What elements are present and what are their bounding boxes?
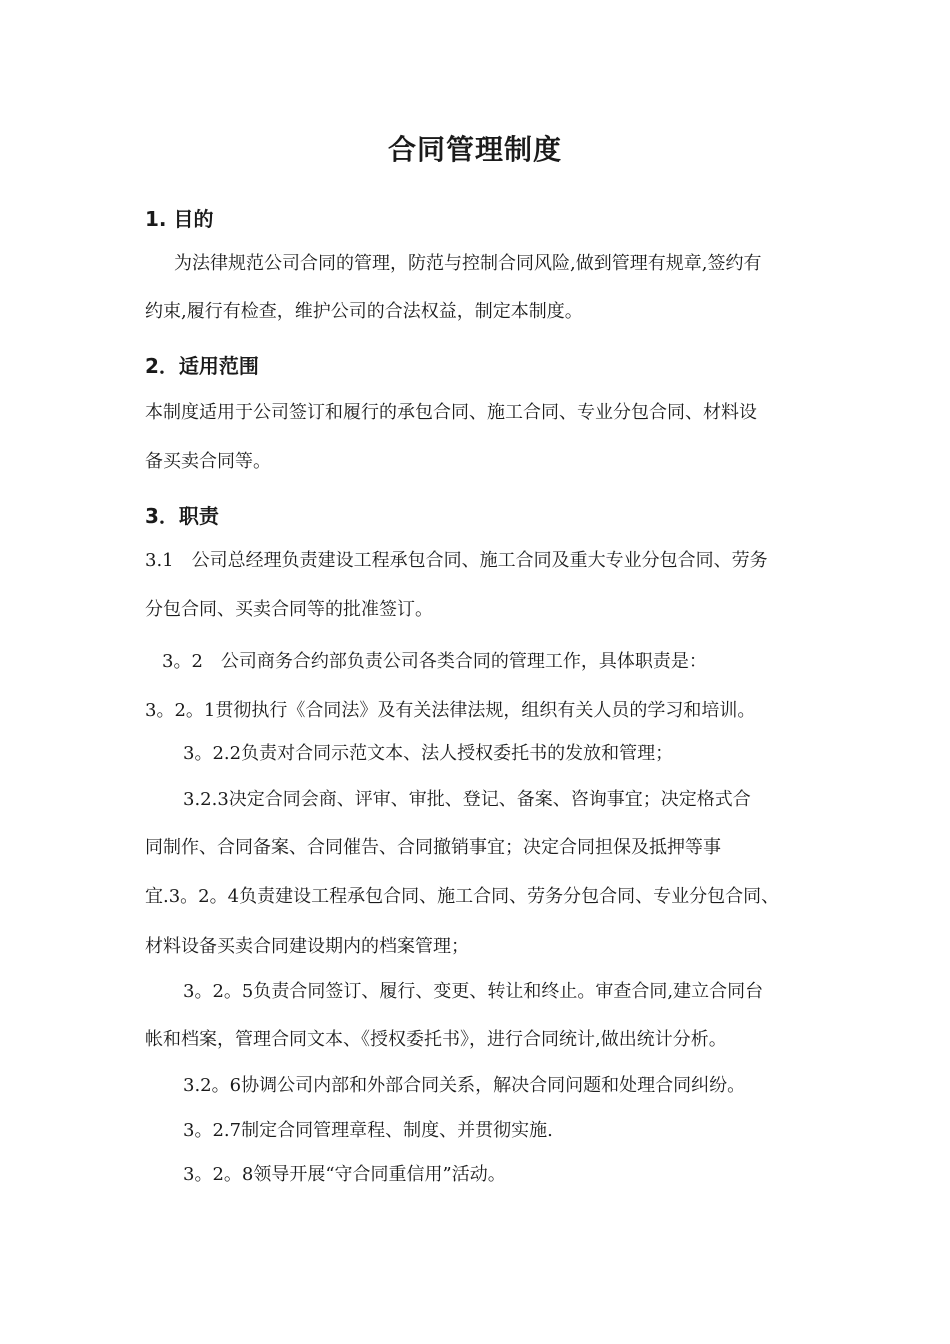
document-title: 合同管理制度 (387, 133, 562, 166)
paragraph-line: 分包合同、买卖合同等的批准签订。 (145, 599, 433, 620)
paragraph-line: 为法律规范公司合同的管理，防范与控制合同风险,做到管理有规章,签约有 (174, 253, 762, 274)
section-heading-duties: 3．职责 (145, 504, 219, 528)
paragraph-line: 3。2.2负责对合同示范文本、法人授权委托书的发放和管理； (183, 743, 674, 764)
paragraph-line: 本制度适用于公司签订和履行的承包合同、施工合同、专业分包合同、材料设 (145, 402, 757, 423)
paragraph-line: 3.2.3决定合同会商、评审、审批、登记、备案、咨询事宜；决定格式合 (183, 789, 751, 810)
paragraph-line: 3。2。5负责合同签订、履行、变更、转让和终止。审查合同,建立合同台 (183, 981, 764, 1002)
paragraph-line: 3。2。1贯彻执行《合同法》及有关法律法规，组织有关人员的学习和培训。 (145, 700, 756, 721)
paragraph-line: 3.2。6协调公司内部和外部合同关系，解决合同问题和处理合同纠纷。 (183, 1075, 746, 1096)
paragraph-line: 约束,履行有检查，维护公司的合法权益，制定本制度。 (145, 301, 583, 322)
paragraph-line: 宜.3。2。4负责建设工程承包合同、施工合同、劳务分包合同、专业分包合同、 (145, 886, 780, 907)
paragraph-line: 3。2。8领导开展“守合同重信用”活动。 (183, 1164, 506, 1185)
paragraph-line: 同制作、合同备案、合同催告、合同撤销事宜；决定合同担保及抵押等事 (145, 837, 721, 858)
paragraph-line: 3。2 公司商务合约部负责公司各类合同的管理工作，具体职责是： (162, 651, 707, 672)
paragraph-line: 3.1 公司总经理负责建设工程承包合同、施工合同及重大专业分包合同、劳务 (145, 550, 768, 571)
section-heading-purpose: 1. 目的 (145, 207, 214, 231)
paragraph-line: 材料设备买卖合同建设期内的档案管理； (145, 936, 469, 957)
paragraph-line: 帐和档案，管理合同文本、《授权委托书》，进行合同统计,做出统计分析。 (145, 1029, 727, 1050)
paragraph-line: 3。2.7制定合同管理章程、制度、并贯彻实施. (183, 1120, 553, 1141)
paragraph-line: 备买卖合同等。 (145, 451, 271, 472)
section-heading-scope: 2．适用范围 (145, 354, 259, 378)
